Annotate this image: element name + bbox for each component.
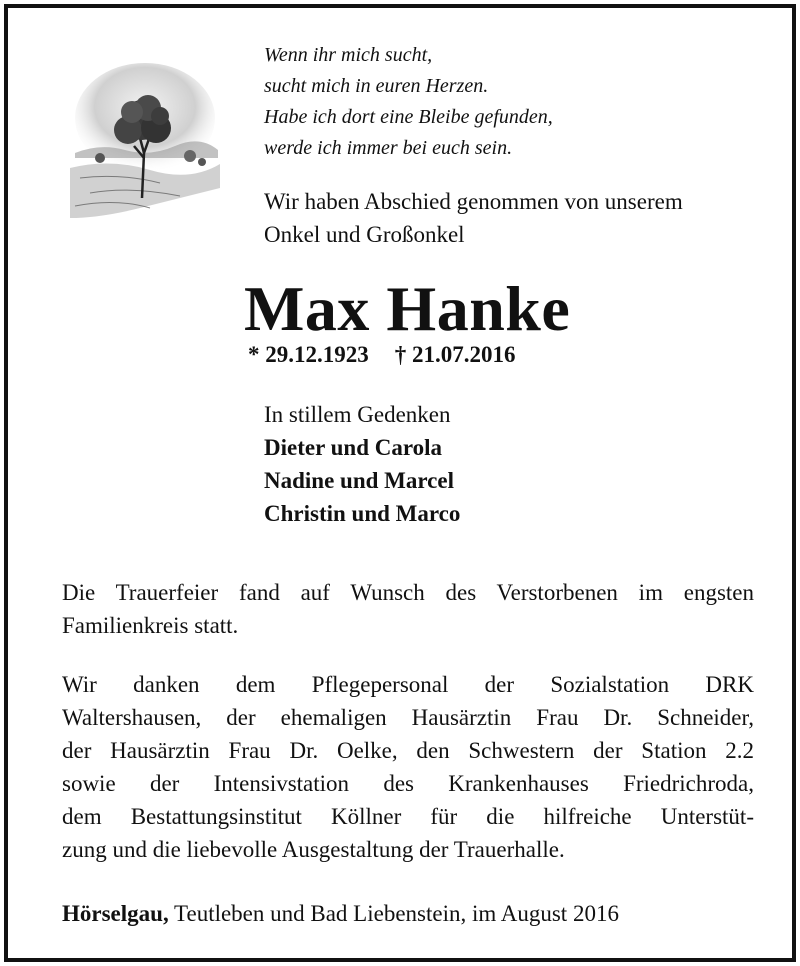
- intro-line: Onkel und Großonkel: [264, 222, 465, 247]
- farewell-intro: [264, 185, 683, 251]
- mourner-family: Dieter und Carola: [264, 435, 443, 460]
- deceased-name: Max Hanke: [244, 273, 571, 344]
- poem-line: Wenn ihr mich sucht,: [264, 44, 433, 66]
- mourners: [264, 398, 460, 530]
- life-dates: [248, 339, 516, 371]
- mourner-family: Nadine und Marcel: [264, 468, 454, 493]
- tree-landscape-icon: [70, 58, 220, 233]
- paragraph-line: zung und die liebevolle Ausgestaltung der Trauerhalle.: [62, 837, 565, 862]
- closing-rest: Teutleben und Bad Liebenstein, im August 2016: [168, 901, 619, 926]
- funeral-note: [62, 576, 754, 642]
- intro-line: Wir haben Abschied genommen von unserem: [264, 189, 683, 214]
- birth-date: * 29.12.1923: [248, 342, 369, 367]
- obituary-notice: [4, 4, 796, 962]
- death-date: † 21.07.2016: [394, 342, 516, 367]
- paragraph-line: Wir danken dem Pflegepersonal der Sozialstation DRK: [62, 672, 754, 697]
- paragraph-line: der Hausärztin Frau Dr. Oelke, den Schwestern der Station 2.2: [62, 738, 754, 763]
- paragraph-line: Die Trauerfeier fand auf Wunsch des Verstorbenen im engsten: [62, 580, 754, 605]
- closing-place: Hörselgau,: [62, 901, 169, 926]
- mourners-heading: In stillem Gedenken: [264, 402, 451, 427]
- paragraph-line: Familienkreis statt.: [62, 613, 239, 638]
- paragraph-line: Waltershausen, der ehemaligen Hausärztin Frau Dr. Schneider,: [62, 705, 754, 730]
- paragraph-line: sowie der Intensivstation des Krankenhauses Friedrichroda,: [62, 771, 754, 796]
- poem-line: werde ich immer bei euch sein.: [264, 137, 513, 159]
- thanks-paragraph: [62, 668, 754, 866]
- closing-line: [62, 897, 619, 930]
- poem-line: sucht mich in euren Herzen.: [264, 75, 489, 97]
- paragraph-line: dem Bestattungsinstitut Köllner für die hilfreiche Unterstüt-: [62, 804, 754, 829]
- poem-line: Habe ich dort eine Bleibe gefunden,: [264, 106, 553, 128]
- mourner-family: Christin und Marco: [264, 501, 461, 526]
- poem: [264, 40, 553, 164]
